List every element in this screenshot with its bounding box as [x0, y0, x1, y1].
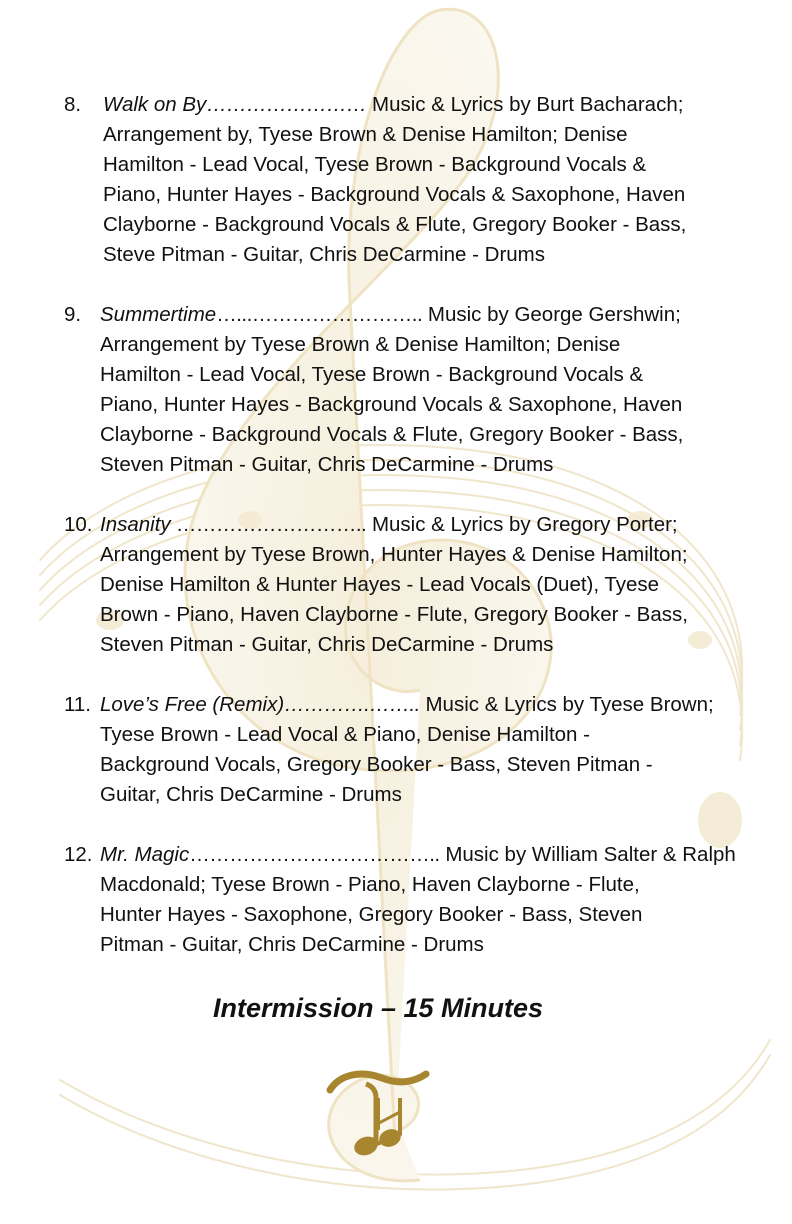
item-description [100, 510, 750, 660]
credit-line: Piano, Hunter Hayes - Background Vocals & Saxophone, Haven [103, 183, 686, 206]
item-number: 10. [64, 513, 93, 536]
credit-line: Hamilton - Lead Vocal, Tyese Brown - Background Vocals & [103, 153, 647, 176]
credit-line: Hamilton - Lead Vocal, Tyese Brown - Background Vocals & [100, 363, 644, 386]
credit-line: Guitar, Chris DeCarmine - Drums [100, 783, 402, 806]
dot-leader: ……………………………….. [189, 843, 440, 866]
credit-line: Denise Hamilton & Hunter Hayes - Lead Vocals (Duet), Tyese [100, 573, 660, 596]
credit-line: Steven Pitman - Guitar, Chris DeCarmine - Drums [100, 633, 554, 656]
credit-line: Steve Pitman - Guitar, Chris DeCarmine - Drums [103, 243, 546, 266]
credit-line: Music & Lyrics by Burt Bacharach; [366, 93, 684, 116]
credit-line: Background Vocals, Gregory Booker - Bass, Steven Pitman - [100, 753, 653, 776]
song-title: Summertime [100, 303, 217, 326]
dot-leader: …………………… [206, 93, 367, 116]
item-description [100, 690, 750, 810]
credit-line: Hunter Hayes - Saxophone, Gregory Booker - Bass, Steven [100, 903, 643, 926]
credit-line: Arrangement by Tyese Brown, Hunter Hayes & Denise Hamilton; [100, 543, 688, 566]
song-title: Love’s Free (Remix) [100, 693, 285, 716]
credit-line: Music by George Gershwin; [422, 303, 681, 326]
dot-leader: ………….…….. [284, 693, 420, 716]
song-title: Insanity [100, 513, 171, 536]
credit-line: Clayborne - Background Vocals & Flute, Gregory Booker - Bass, [100, 423, 684, 446]
credit-line: Piano, Hunter Hayes - Background Vocals & Saxophone, Haven [100, 393, 683, 416]
credit-line: Music & Lyrics by Tyese Brown; [419, 693, 714, 716]
credit-line: Music & Lyrics by Gregory Porter; [366, 513, 678, 536]
item-number: 8. [64, 93, 82, 116]
item-description [100, 840, 750, 960]
credit-line: Macdonald; Tyese Brown - Piano, Haven Clayborne - Flute, [100, 873, 640, 896]
item-number: 9. [64, 303, 82, 326]
song-title: Walk on By [103, 93, 207, 116]
dot-leader: ……………………….. [170, 513, 367, 536]
item-description [103, 90, 753, 270]
song-title: Mr. Magic [100, 843, 190, 866]
item-number: 12. [64, 843, 93, 866]
music-note-ornament-icon [322, 1068, 434, 1164]
credit-line: Music by William Salter & Ralph [439, 843, 736, 866]
credit-line: Arrangement by, Tyese Brown & Denise Hamilton; Denise [103, 123, 628, 146]
credit-line: Tyese Brown - Lead Vocal & Piano, Denise Hamilton - [100, 723, 590, 746]
item-number: 11. [64, 693, 91, 716]
credit-line: Pitman - Guitar, Chris DeCarmine - Drums [100, 933, 484, 956]
credit-line: Clayborne - Background Vocals & Flute, Gregory Booker - Bass, [103, 213, 687, 236]
intermission-heading: Intermission – 15 Minutes [212, 993, 544, 1023]
dot-leader: …...…………………….. [216, 303, 423, 326]
credit-line: Steven Pitman - Guitar, Chris DeCarmine - Drums [100, 453, 554, 476]
credit-line: Arrangement by Tyese Brown & Denise Hamilton; Denise [100, 333, 621, 356]
credit-line: Brown - Piano, Haven Clayborne - Flute, Gregory Booker - Bass, [100, 603, 688, 626]
item-description [100, 300, 750, 480]
